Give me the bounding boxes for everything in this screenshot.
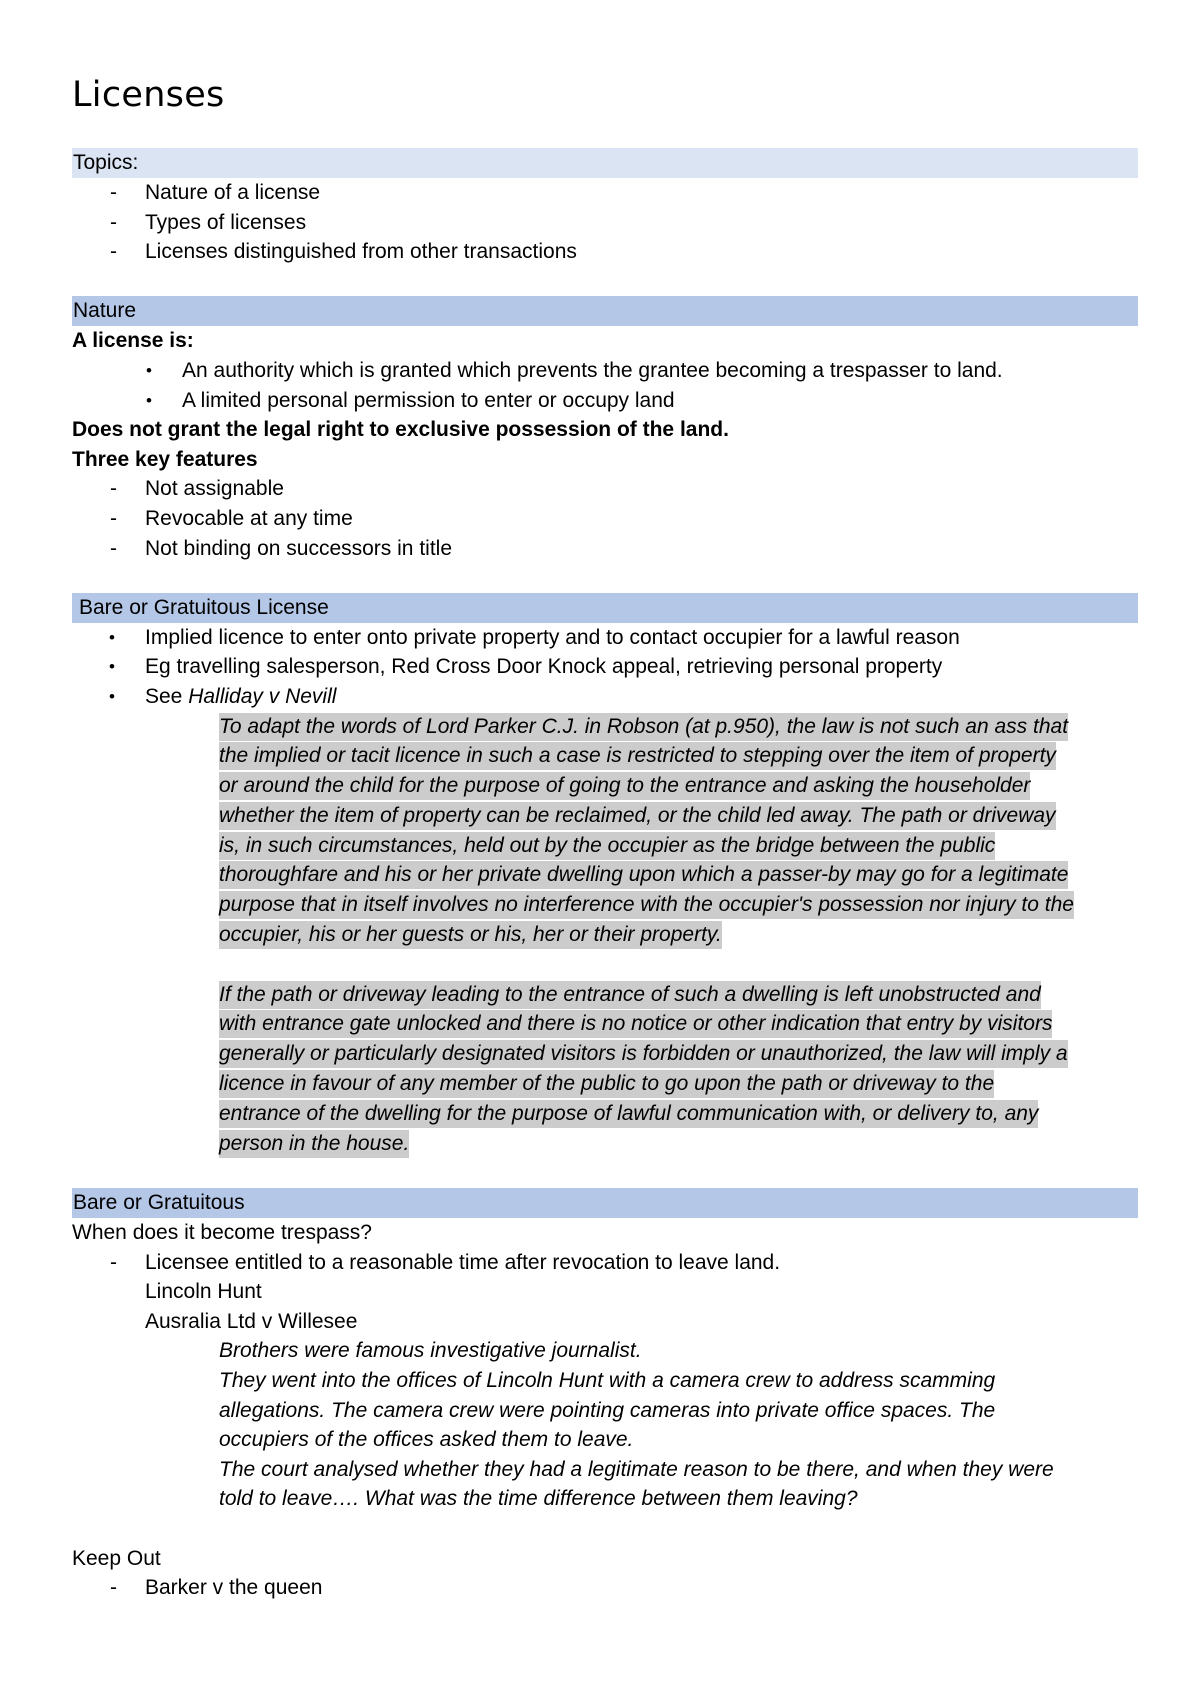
case-note-line: Brothers were famous investigative journalist. <box>219 1339 642 1363</box>
feature-item: - Not binding on successors in title <box>72 534 1134 564</box>
bare-heading: Bare or Gratuitous <box>72 1188 1138 1218</box>
quote-line: To adapt the words of Lord Parker C.J. in Robson (at p.950), the law is not such an ass that <box>219 713 1068 741</box>
nature-point: • A limited personal permission to enter or occupy land <box>72 386 1134 416</box>
case-notes <box>72 1336 1134 1514</box>
page-title: Licenses <box>72 75 225 115</box>
quote-line: with entrance gate unlocked and there is no notice or other indication that entry by visitors <box>219 1010 1052 1038</box>
feature-item: - Revocable at any time <box>72 504 1134 534</box>
see-case-line <box>72 682 1134 712</box>
feature-item: - Not assignable <box>72 474 1134 504</box>
quote-line: If the path or driveway leading to the entrance of such a dwelling is left unobstructed and <box>219 981 1041 1009</box>
bare-license-point: • Implied licence to enter onto private property and to contact occupier for a lawful reason <box>72 623 1134 653</box>
quote-line: purpose that in itself involves no interference with the occupier's possession nor injury to the <box>219 891 1074 919</box>
bare-license-point: • Eg travelling salesperson, Red Cross Door Knock appeal, retrieving personal property <box>72 652 1134 682</box>
case-note-line: occupiers of the offices asked them to leave. <box>219 1428 634 1452</box>
see-prefix: See <box>145 684 189 708</box>
bare-license-heading: Bare or Gratuitous License <box>72 593 1138 623</box>
trespass-question: When does it become trespass? <box>72 1221 372 1245</box>
nature-intro: A license is: <box>72 329 194 353</box>
quote-line: whether the item of property can be reclaimed, or the child led away. The path or driveway <box>219 802 1056 830</box>
quote-line: or around the child for the purpose of going to the entrance and asking the householder <box>219 772 1030 800</box>
see-case-name: Halliday v Nevill <box>188 684 337 708</box>
keep-out-item: - Barker v the queen <box>72 1573 1134 1603</box>
quote-line: the implied or tacit licence in such a case is restricted to stepping over the item of property <box>219 742 1056 770</box>
topic-item: - Nature of a license <box>72 178 1134 208</box>
case-name-line: Ausralia Ltd v Willesee <box>145 1309 358 1333</box>
quote-line: generally or particularly designated visitors is forbidden or unauthorized, the law will imply a <box>219 1040 1068 1068</box>
quote-line: person in the house. <box>219 1130 409 1158</box>
quote-line: is, in such circumstances, held out by the occupier as the bridge between the public <box>219 832 995 860</box>
nature-point: • An authority which is granted which prevents the grantee becoming a trespasser to land. <box>72 356 1134 386</box>
keep-out-heading: Keep Out <box>72 1546 161 1570</box>
case-note-line: They went into the offices of Lincoln Hunt with a camera crew to address scamming <box>219 1369 996 1393</box>
trespass-point: - Licensee entitled to a reasonable time after revocation to leave land. <box>72 1248 1134 1278</box>
nature-heading: Nature <box>72 296 1138 326</box>
case-name-line: Lincoln Hunt <box>145 1280 262 1304</box>
case-note-line: The court analysed whether they had a legitimate reason to be there, and when they were <box>219 1457 1054 1481</box>
case-note-line: told to leave…. What was the time difference between them leaving? <box>219 1487 858 1511</box>
topic-item: - Licenses distinguished from other transactions <box>72 237 1134 267</box>
quote-line: thoroughfare and his or her private dwelling upon which a passer-by may go for a legitimate <box>219 861 1068 889</box>
halliday-quote <box>72 712 1134 1159</box>
case-note-line: allegations. The camera crew were pointing cameras into private office spaces. The <box>219 1398 996 1422</box>
features-heading: Three key features <box>72 447 258 471</box>
nature-no-right: Does not grant the legal right to exclusive possession of the land. <box>72 418 729 442</box>
quote-line: licence in favour of any member of the public to go upon the path or driveway to the <box>219 1070 994 1098</box>
topics-heading: Topics: <box>72 148 1138 178</box>
topic-item: - Types of licenses <box>72 208 1134 238</box>
quote-line: occupier, his or her guests or his, her or their property. <box>219 921 722 949</box>
quote-line: entrance of the dwelling for the purpose of lawful communication with, or delivery to, any <box>219 1100 1038 1128</box>
